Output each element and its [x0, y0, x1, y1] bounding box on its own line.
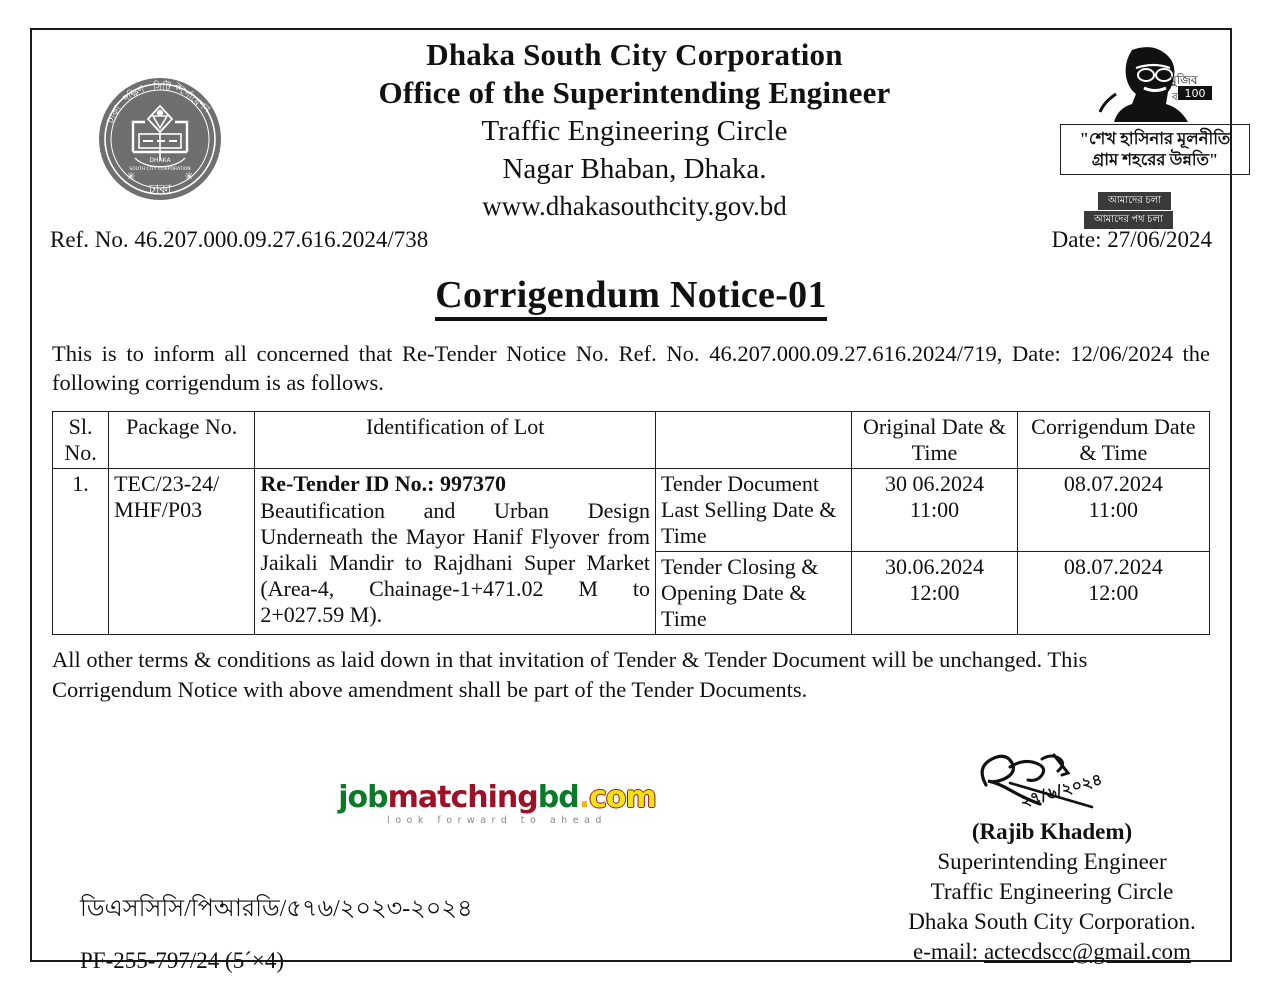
ribbon-line-1: আমাদের চলা: [1098, 192, 1171, 210]
email-label: e-mail:: [913, 939, 984, 964]
signature-block: [887, 745, 1217, 967]
watermark-part-bd: bd: [537, 780, 579, 815]
watermark-part-com: com: [589, 780, 656, 815]
signatory-name: (Rajib Khadem): [971, 819, 1133, 844]
th-corrigendum-date-time: Corrigendum Date & Time: [1017, 412, 1209, 469]
document-header: [32, 30, 1230, 225]
signatory-organization: Dhaka South City Corporation.: [908, 909, 1196, 934]
lot-description: Beautification and Urban Design Underneath the Mayor Hanif Flyover from Jaikali Mandir to Rajdhani Super Market (Area-4, Chainage-1+471.02 M to 2+027.59 M).: [260, 498, 651, 627]
email-address[interactable]: actecdscc@gmail.com: [983, 939, 1191, 964]
reference-row: [32, 227, 1230, 267]
original-time-1: 11:00: [909, 497, 960, 522]
footer-pf-code: PF-255-797/24 (5´×4): [80, 948, 284, 973]
signatory-email-row: [887, 937, 1217, 967]
watermark-tagline: look forward to ahead: [387, 815, 607, 826]
corrigendum-time-2: 12:00: [1088, 580, 1139, 605]
th-identification-of-lot: Identification of Lot: [255, 412, 656, 469]
corrigendum-date-1: 08.07.2024: [1063, 471, 1163, 496]
footer-bengali-reference: ডিএসসিসি/পিআরডি/৫৭৬/২০২৩-২০২৪: [80, 896, 473, 922]
reference-number: Ref. No. 46.207.000.09.27.616.2024/738: [50, 227, 429, 252]
slogan-box: [1060, 124, 1250, 175]
svg-text:SOUTH CITY CORPORATION: SOUTH CITY CORPORATION: [129, 167, 191, 172]
corrigendum-time-1: 11:00: [1088, 497, 1138, 522]
ribbon-line-2: আমাদের পথ চলা: [1084, 211, 1173, 229]
website-url: www.dhakasouthcity.gov.bd: [482, 191, 787, 221]
svg-text:✳: ✳: [126, 171, 136, 183]
office-name: Office of the Superintending Engineer: [378, 75, 891, 110]
cell-corrigendum-2: [1017, 552, 1209, 635]
corrigendum-table-wrap: [52, 411, 1210, 635]
th-package-no: Package No.: [109, 412, 255, 469]
slogan-line-1: "শেখ হাসিনার মূলনীতি: [1079, 129, 1231, 148]
signatory-designation: Superintending Engineer: [937, 849, 1167, 874]
svg-text:ঢাকা: ঢাকা: [148, 182, 172, 196]
svg-text:সিটি: সিটি: [152, 81, 171, 94]
signatory-circle: Traffic Engineering Circle: [930, 879, 1174, 904]
cell-package-no: TEC/23-24/ MHF/P03: [109, 469, 255, 635]
bangabandhu-portrait-icon: [1092, 42, 1218, 122]
original-time-2: 12:00: [909, 580, 960, 605]
handwritten-signature-icon: [887, 745, 1217, 817]
org-name: Dhaka South City Corporation: [426, 37, 843, 72]
closing-paragraph: All other terms & conditions as laid down in that invitation of Tender & Tender Document will be unchanged. This Corrigendum Notice with above amendment shall be part of the Tender Documents.: [52, 647, 1088, 702]
th-sl-no: Sl. No.: [53, 412, 109, 469]
header-titles: [222, 36, 1047, 224]
corrigendum-table: [52, 411, 1210, 635]
dscc-seal-icon: [95, 74, 225, 204]
cell-sl-no: 1.: [53, 469, 109, 635]
address: Nagar Bhaban, Dhaka.: [502, 153, 767, 185]
watermark-part-job: job: [338, 780, 388, 815]
mujib-borsho-logo: [1054, 42, 1259, 238]
cell-original-1: [852, 469, 1017, 552]
watermark-part-dot: .: [578, 780, 590, 815]
lot-id-label: Re-Tender ID No.: 997370: [260, 471, 507, 496]
svg-text:কর্পোরেশন: কর্পোরেশন: [171, 81, 212, 116]
cell-schedule-item-1: Tender Document Last Selling Date & Time: [656, 469, 852, 552]
svg-text:২৭/৬/২০২৪: ২৭/৬/২০২৪: [1017, 769, 1105, 811]
cell-corrigendum-1: [1017, 469, 1209, 552]
svg-text:ঢাকা: ঢাকা: [105, 104, 124, 126]
document-date: Date: 27/06/2024: [1051, 227, 1212, 252]
svg-text:মুজিব: মুজিব: [1170, 73, 1198, 87]
svg-text:দক্ষিণ: দক্ষিণ: [121, 84, 147, 105]
th-item-blank: [656, 412, 852, 469]
intro-paragraph: This is to inform all concerned that Re-Tender Notice No. Ref. No. 46.207.000.09.27.616.2024/719, Date: 12/06/2024 the following corrigendum is as follows.: [52, 341, 1210, 395]
svg-text:বর্ষ: বর্ষ: [1172, 92, 1184, 103]
notice-title: [32, 273, 1230, 317]
cell-identification-of-lot: [255, 469, 656, 635]
table-header-row: [53, 412, 1210, 469]
cell-original-2: [852, 552, 1017, 635]
cell-schedule-item-2: Tender Closing & Opening Date & Time: [656, 552, 852, 635]
svg-text:DHAKA: DHAKA: [149, 157, 171, 164]
notice-title-text: Corrigendum Notice-01: [435, 274, 827, 321]
table-row: [53, 469, 1210, 552]
th-original-date-time: Original Date & Time: [852, 412, 1017, 469]
notice-page-frame: [30, 28, 1232, 973]
svg-text:100: 100: [1184, 87, 1206, 100]
svg-text:✳: ✳: [184, 171, 194, 183]
watermark-part-matching: matching: [387, 780, 538, 815]
original-date-1: 30 06.2024: [885, 471, 984, 496]
corrigendum-date-2: 08.07.2024: [1063, 554, 1163, 579]
circle-name: Traffic Engineering Circle: [481, 115, 788, 147]
watermark-logo-text: [337, 782, 657, 814]
slogan-line-2: গ্রাম শহরের উন্নতি": [1091, 150, 1219, 169]
original-date-2: 30.06.2024: [885, 554, 984, 579]
jobmatchingbd-watermark: [337, 782, 657, 826]
